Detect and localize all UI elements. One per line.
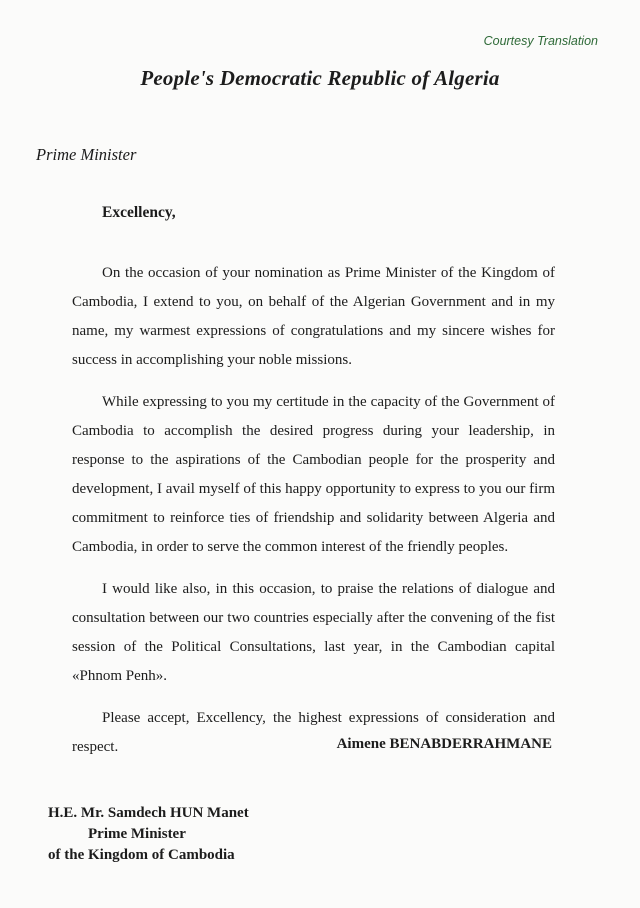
body-paragraph: On the occasion of your nomination as Prime Minister of the Kingdom of Cambodia, I extend to you, on behalf of the Algerian Government and in my name, my warmest expressions of congratulations and my sincere wishes for success in accomplishing your noble missions. xyxy=(72,265,555,368)
body-paragraph: While expressing to you my certitude in the capacity of the Government of Cambodia to accomplish the desired progress during your leadership, in response to the aspirations of the Cambodian people for the prosperity and development, I avail myself of this happy opportunity to express to you our firm commitment to reinforce ties of friendship and solidarity between Algeria and Cambodia, in order to serve the common interest of the friendly peoples. xyxy=(72,394,555,555)
recipient-country: of the Kingdom of Cambodia xyxy=(48,847,235,863)
recipient-title: Prime Minister xyxy=(88,826,186,842)
country-heading: People's Democratic Republic of Algeria xyxy=(140,66,500,90)
courtesy-translation-note: Courtesy Translation xyxy=(483,34,598,48)
salutation: Excellency, xyxy=(102,204,176,221)
body-paragraph: Please accept, Excellency, the highest expressions of consideration and respect. xyxy=(72,710,555,755)
recipient-block xyxy=(48,803,249,866)
letter-body xyxy=(72,259,555,775)
body-paragraph: I would like also, in this occasion, to praise the relations of dialogue and consultation between our two countries especially after the convening of the fist session of the Political Consultations, last year, in the Cambodian capital «Phnom Penh». xyxy=(72,581,555,684)
sender-office: Prime Minister xyxy=(36,145,137,164)
signature-name: Aimene BENABDERRAHMANE xyxy=(336,736,552,752)
recipient-name: H.E. Mr. Samdech HUN Manet xyxy=(48,805,249,821)
